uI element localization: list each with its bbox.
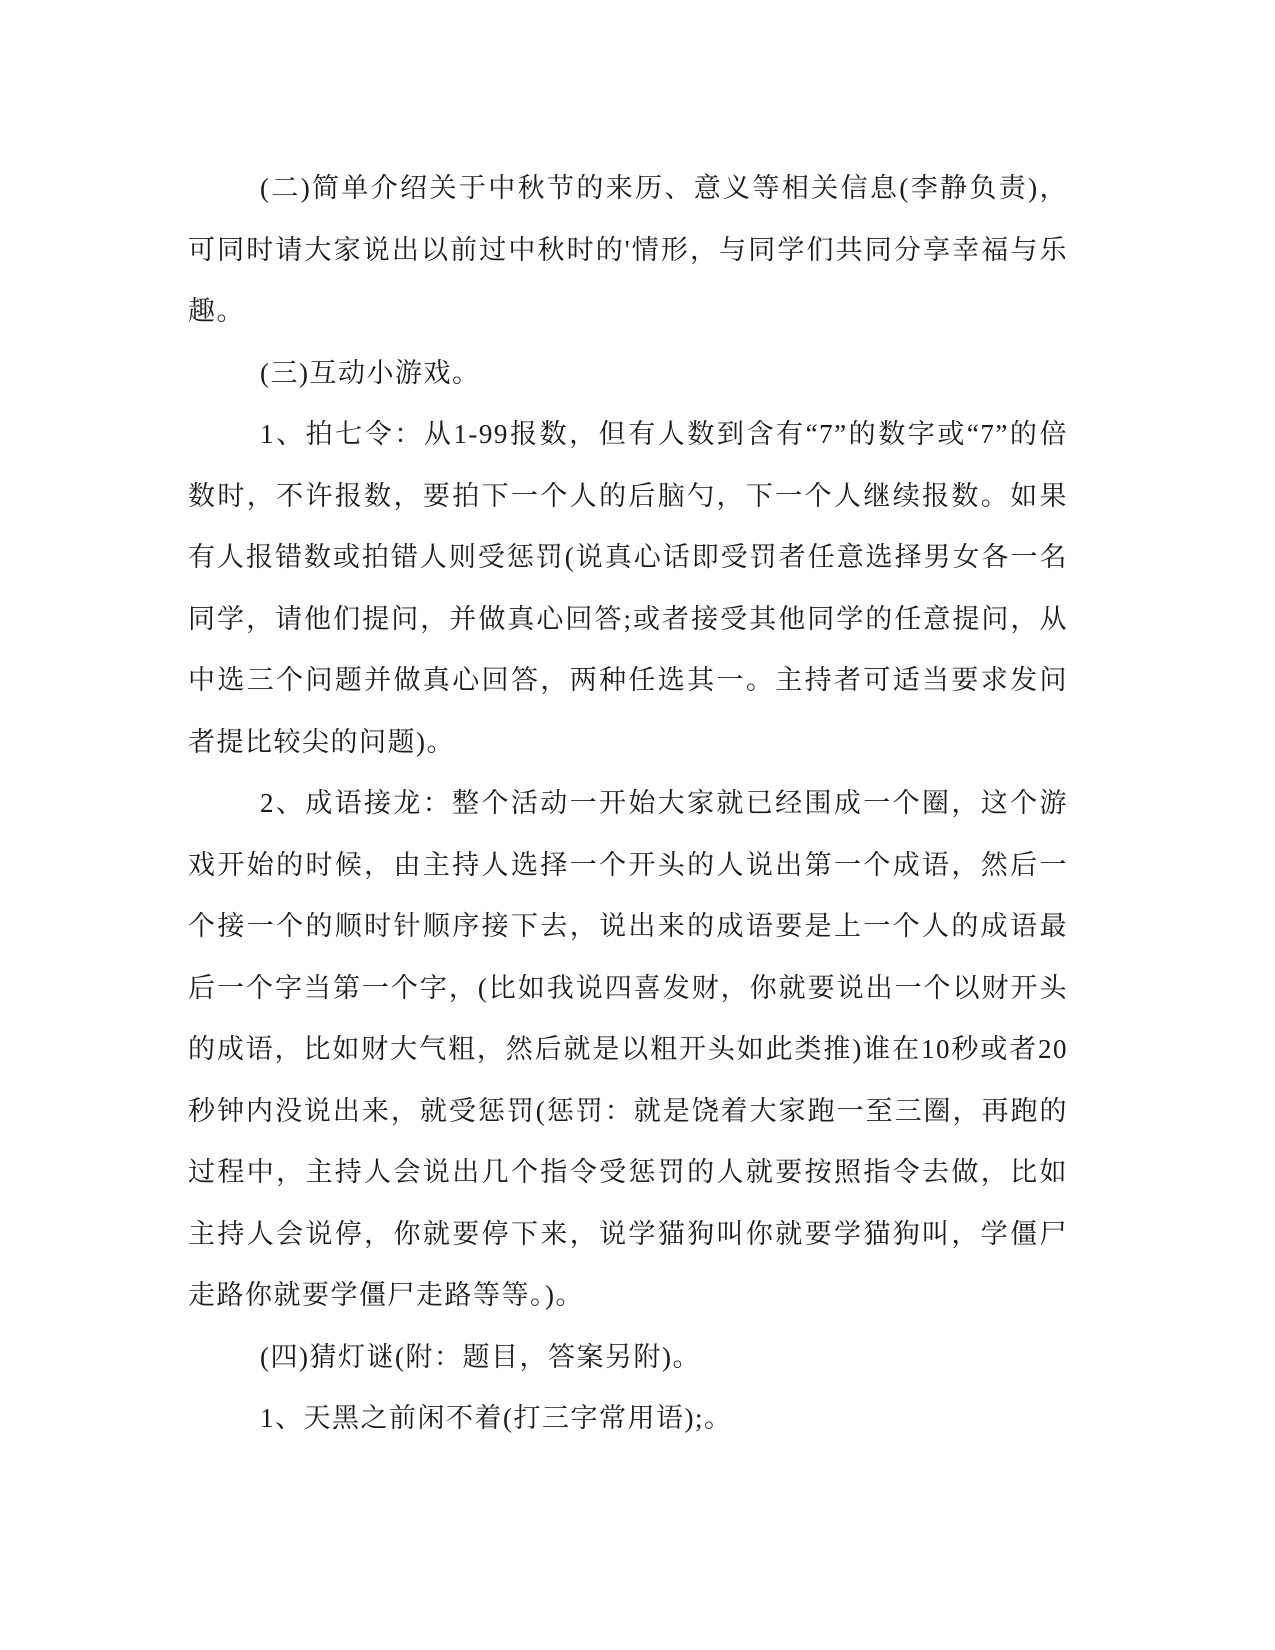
paragraph-riddle-1: 1、天黑之前闲不着(打三字常用语);。 [260, 1403, 733, 1433]
paragraph-game-clap-seven: 1、拍七令：从1-99报数，但有人数到含有“7”的数字或“7”的倍数时，不许报数，要拍下一个人的后脑勺，下一个人继续报数。如果有人报错数或拍错人则受惩罚(说真心话即受罚者任意选择男女各一名同学，请他们提问，并做真心回答;或者接受其他同学的任意提问，从中选三个问题并做真心回答，两种任选其一。主持者可适当要求发问者提比较尖的问题)。 [188, 419, 1068, 757]
paragraph-game-idiom-chain: 2、成语接龙：整个活动一开始大家就已经围成一个圈，这个游戏开始的时候，由主持人选择一个开头的人说出第一个成语，然后一个接一个的顺时针顺序接下去，说出来的成语要是上一个人的成语最后一个字当第一个字，(比如我说四喜发财，你就要说出一个以财开头的成语，比如财大气粗，然后就是以粗开头如此类推)谁在10秒或者20秒钟内没说出来，就受惩罚(惩罚：就是饶着大家跑一至三圈，再跑的过程中，主持人会说出几个指令受惩罚的人就要按照指令去做，比如主持人会说停，你就要停下来，说学猫狗叫你就要学猫狗叫，学僵尸走路你就要学僵尸走路等等。)。 [188, 788, 1068, 1310]
paragraph-section-riddles: (四)猜灯谜(附：题目，答案另附)。 [260, 1341, 701, 1372]
paragraph-festival-intro: (二)简单介绍关于中秋节的来历、意义等相关信息(李静负责)，可同时请大家说出以前过中秋时的'情形，与同学们共同分享幸福与乐趣。 [188, 173, 1068, 326]
document-body [188, 158, 1068, 1450]
paragraph-section-games: (三)互动小游戏。 [260, 357, 481, 388]
